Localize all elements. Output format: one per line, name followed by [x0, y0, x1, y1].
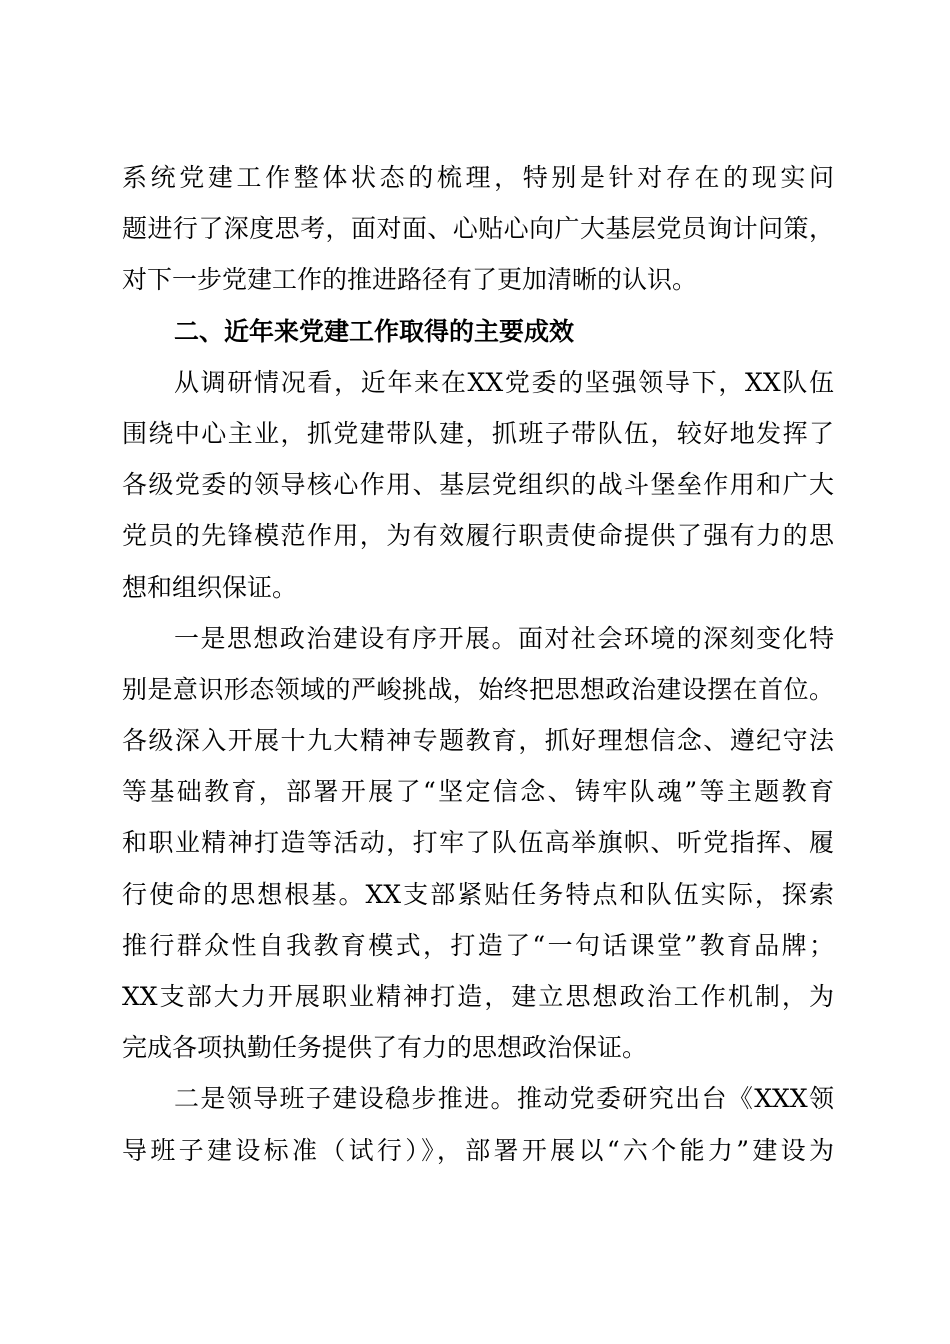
text-line: 推行群众性自我教育模式，打造了“一句话课堂”教育品牌； [122, 930, 834, 960]
text-line: 等基础教育，部署开展了“坚定信念、铸牢队魂”等主题教育 [122, 777, 834, 807]
document-body [122, 152, 834, 1176]
paragraph-4 [122, 1073, 834, 1175]
text-line: 党员的先锋模范作用，为有效履行职责使命提供了强有力的思 [122, 521, 834, 551]
text-line: 对下一步党建工作的推进路径有了更加清晰的认识。 [122, 265, 698, 295]
paragraph-1 [122, 152, 834, 306]
text-line: 别是意识形态领域的严峻挑战，始终把思想政治建设摆在首位。 [122, 674, 834, 704]
text-line: 围绕中心主业，抓党建带队建，抓班子带队伍，较好地发挥了 [122, 418, 834, 448]
text-line: 从调研情况看，近年来在XX党委的坚强领导下，XX队伍 [174, 367, 834, 397]
paragraph-3 [122, 613, 834, 1074]
text-line: 完成各项执勤任务提供了有力的思想政治保证。 [122, 1033, 648, 1063]
text-line: 题进行了深度思考，面对面、心贴心向广大基层党员询计问策， [122, 214, 834, 244]
text-line: 和职业精神打造等活动，打牢了队伍高举旗帜、听党指挥、履 [122, 828, 834, 858]
text-line: 二是领导班子建设稳步推进。推动党委研究出台《XXX领 [174, 1084, 834, 1114]
text-line: 系统党建工作整体状态的梳理，特别是针对存在的现实问 [122, 163, 834, 192]
text-line: 想和组织保证。 [122, 572, 298, 602]
text-line: 一是思想政治建设有序开展。面对社会环境的深刻变化特 [174, 623, 834, 653]
text-line: 各级党委的领导核心作用、基层党组织的战斗堡垒作用和广大 [122, 470, 834, 500]
text-line: XX支部大力开展职业精神打造，建立思想政治工作机制，为 [122, 982, 834, 1011]
text-line: 行使命的思想根基。XX支部紧贴任务特点和队伍实际，探索 [122, 879, 834, 909]
text-line: 各级深入开展十九大精神专题教育，抓好理想信念、遵纪守法 [122, 726, 834, 756]
paragraph-2 [122, 357, 834, 613]
text-line: 导班子建设标准（试行）》，部署开展以“六个能力”建设为 [122, 1135, 834, 1165]
section-heading: 二、近年来党建工作取得的主要成效 [174, 316, 575, 346]
